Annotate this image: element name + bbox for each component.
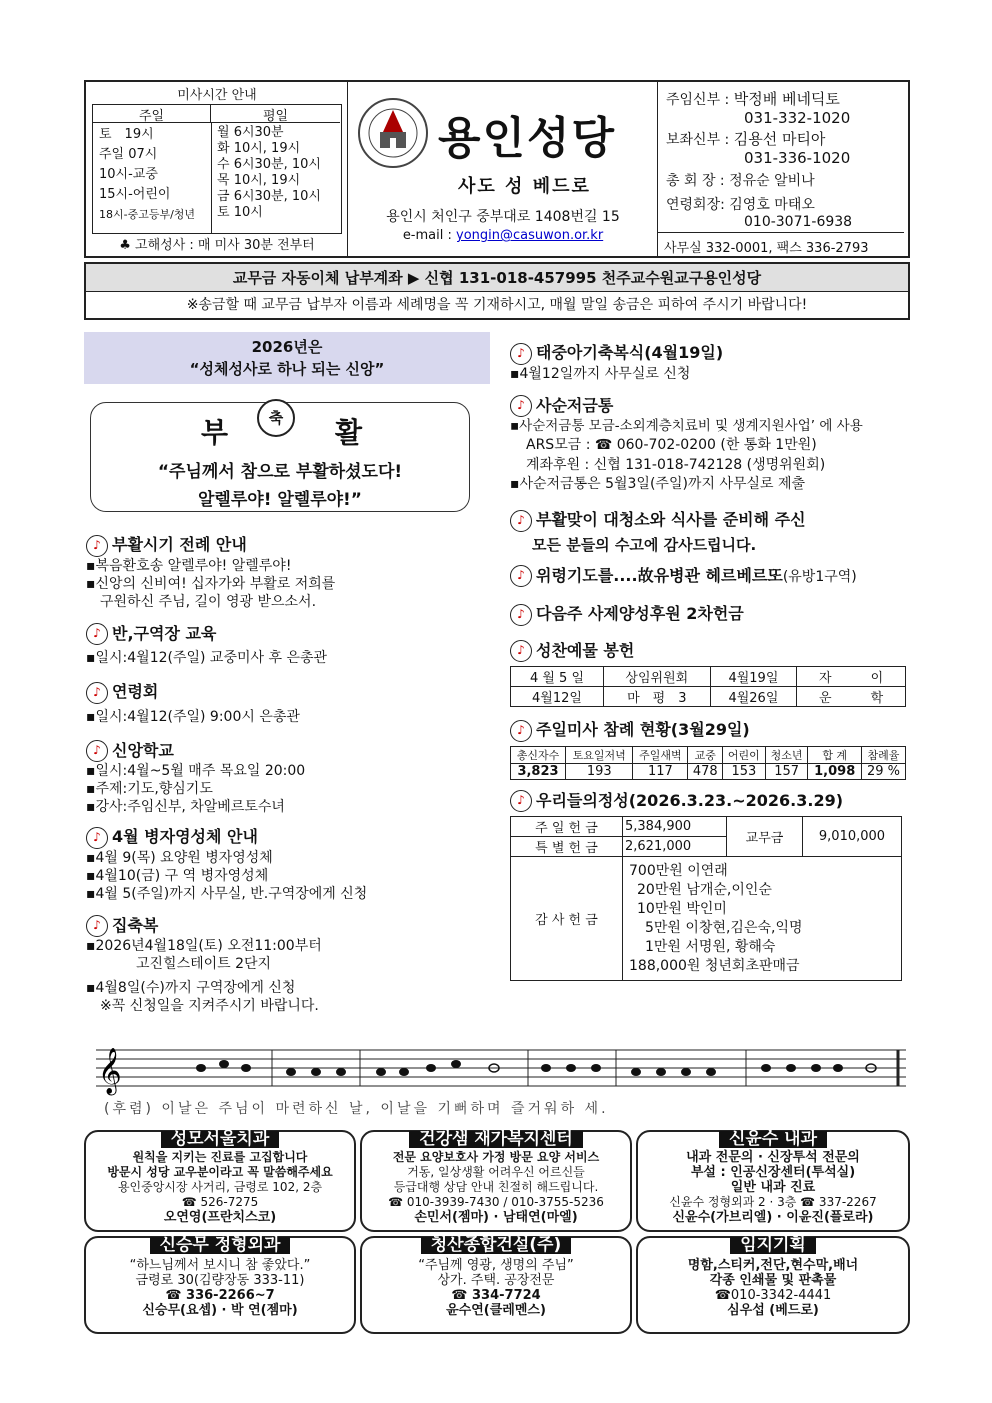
bell-icon: ♪ (86, 915, 108, 937)
section-liturgy: ♪ 부활시기 전례 안내 (86, 532, 490, 557)
section-house-blessing: ♪ 집축복 (86, 913, 490, 938)
table-row: 4월12일 마 평 3 4월26일 운 학 (511, 687, 906, 707)
bell-icon: ♪ (510, 604, 532, 626)
church-name: 용인성당 (438, 113, 617, 164)
music-staff (86, 1042, 912, 1098)
hymn-lyrics: (후렴) 이날은 주님이 마련하신 날, 이날을 기뻐하며 즐거워하 세. (104, 1101, 609, 1117)
church-logo (356, 96, 430, 170)
confession-note: ♣ 고해성사 : 매 미사 30분 전부터 (119, 238, 315, 253)
section-lent-box: ♪ 사순저금통 (510, 393, 910, 418)
attendance-table (510, 746, 906, 780)
section-memorial-prayer: ♪ 위령기도를....故유병관 헤르베르또(유방1구역) (510, 563, 910, 588)
church-info (348, 82, 658, 256)
bell-icon: ♪ (510, 640, 532, 662)
sunday-heading: 주일 (93, 105, 211, 123)
staff-associate: 보좌신부 : 김용선 마티아 031-336-1020 (666, 130, 851, 167)
bell-icon: ♪ (510, 343, 532, 365)
bell-icon: ♪ (86, 623, 108, 645)
tithe-account: 교무금 자동이체 납부계좌 ▶ 신협 131-018-457995 천주교수원교구용인성당 (86, 264, 908, 292)
offering-table (510, 666, 906, 707)
bell-icon: ♪ (510, 565, 532, 587)
staff-president: 총 회 장 : 정유순 알비나 (666, 173, 815, 189)
ad-construction: 청산종합건설(주) “주님께 영광, 생명의 주님” 상가. 주택. 공장전문 ☎ 334-7724 윤수연(클레멘스) (360, 1236, 632, 1334)
section-baby-blessing: ♪ 태중아기축복식(4월19일) (510, 340, 910, 365)
ad-internal-medicine: 신윤수 내과 내과 전문의 · 신장투석 전문의 부설 : 인공신장센터(투석실) 일반 내과 진료 신윤수 정형외과 2 · 3층 ☎ 337-2267 신윤수(가브리엘) · 이윤진(플로라) (636, 1130, 910, 1232)
section-finance: ♪ 우리들의정성(2026.3.23.~2026.3.29) (510, 788, 910, 813)
year-theme: 2026년은 “성체성사로 하나 되는 신앙” (84, 332, 490, 384)
section-offering: ♪ 성찬예물 봉헌 (510, 638, 910, 663)
email-row: e-mail : yongin@casuwon.or.kr (402, 228, 604, 243)
bell-icon: ♪ (510, 395, 532, 417)
treble-clef-icon: 𝄞 (98, 1048, 122, 1094)
weekday-heading: 평일 (211, 105, 340, 123)
bell-icon: ♪ (86, 740, 108, 762)
email-link[interactable]: yongin@casuwon.or.kr (456, 228, 604, 243)
celebrate-badge: 축 (257, 399, 295, 437)
table-row: 주 일 헌 금 5,384,900 교무금 9,010,000 (511, 817, 902, 837)
finance-table (510, 816, 902, 981)
bell-icon: ♪ (510, 510, 532, 532)
tithe-instructions: ※송금할 때 교무금 납부자 이름과 세례명을 꼭 기재하시고, 매월 말일 송금은 피하여 주시기 바랍니다! (186, 297, 808, 313)
ad-printing: 임지기획 명함,스티커,전단,현수막,배너 각종 인쇄물 및 판촉물 ☎010-3342-4441 심우섭 (베드로) (636, 1236, 910, 1334)
ad-welfare-center: 건강샘 재가복지센터 전문 요양보호사 가정 방문 요양 서비스 거동, 일상생활 어려우신 어르신들 등급대행 상담 안내 친절히 해드립니다. ☎ 010-3939-7430 / 010-3755-5236 손민서(젬마) · 남태연(마엘) (360, 1130, 632, 1232)
left-column: ♪ 부활시기 전례 안내 ▪ 복음환호송 알렐루야! 알렐루야! ▪ 신앙의 신비여! 십자가와 부활로 저희를 구원하신 주님, 길이 영광 받으소서. ♪ 반,구역장 교육 ▪ 일시:4월12(주일) 교중미사 후 은총관 ♪ 연령회 ▪ 일시:4월12(주일) 9:00시 은총관 ♪ 신앙학교 ▪ 일시:4월~5월 매주 목요일 20:00 ▪ 주제:기도,향심기도 ▪ 강사:주임신부, 차알베르토수녀 ♪ 4월 병자영성체 안내 ▪ 4월 9(목) 요양원 병자영성체 ▪ 4월10(금) 구 역 병자영성체 ▪ 4월 5(주일)까지 사무실, 반.구역장에게 신청 ♪ 집축복 ▪ 2026년4월18일(토) 오전11:00부터 고진힐스테이트 2단지 ▪ 4월8일(수)까지 구역장에게 신청 ※꼭 신청일을 지켜주시기 바랍니다. (86, 532, 490, 1015)
header (84, 80, 910, 258)
section-funeral-society: ♪ 연령회 (86, 679, 490, 704)
table-row: 감 사 헌 금 700만원 이연래 20만원 남개순,이인순 10만원 박인미 5만원 이창현,김은숙,익명 1만원 서명원, 황해숙 188,000원 청년회초판매금 (511, 857, 902, 981)
staff-pastor: 주임신부 : 박정배 베네딕토 031-332-1020 (666, 90, 851, 127)
office-contact: 사무실 332-0001, 팩스 336-2793 (658, 232, 904, 260)
tithe-notice (84, 262, 910, 320)
thanks-list: 700만원 이연래 20만원 남개순,이인순 10만원 박인미 5만원 이창현,김은숙,익명 1만원 서명원, 황해숙 188,000원 청년회초판매금 (623, 857, 902, 981)
section-thanks-cleaning: ♪ 부활맞이 대청소와 식사를 준비해 주신 (510, 507, 910, 532)
section-faith-school: ♪ 신앙학교 (86, 738, 490, 763)
ad-orthopedics: 신승무 정형외과 “하느님께서 보시니 참 좋았다.” 금령로 30(김량장동 333-11) ☎ 336-2266~7 신승무(요셉) · 박 연(젬마) (84, 1236, 356, 1334)
section-leader-training: ♪ 반,구역장 교육 (86, 621, 490, 646)
section-seminary-collection: ♪ 다음주 사제양성후원 2차헌금 (510, 601, 910, 626)
ad-dental: 성모서울치과 원칙을 지키는 진료를 고집합니다 방문시 성당 교우분이라고 꼭 말씀해주세요 용인중앙시장 사거리, 금령로 102, 2층 ☎ 526-7275 오연영(프란치스코) (84, 1130, 356, 1232)
mass-title: 미사시간 안내 (177, 88, 257, 103)
staff-funeral: 연령회장: 김영호 마태오 010-3071-6938 (666, 197, 853, 230)
mass-table (92, 104, 342, 234)
table-row: 3,823 193 117 478 153 157 1,098 29 % (511, 763, 906, 779)
patron-saint: 사도 성 베드로 (458, 176, 591, 197)
weekday-times: 월 6시30분 화 10시, 19시 수 6시30분, 10시 목 10시, 19시 금 6시30분, 10시 토 10시 (217, 125, 321, 220)
bell-icon: ♪ (510, 790, 532, 812)
table-row: 총신자수 토요일저녁 주일새벽 교중 어린이 청소년 합 계 참례율 (511, 746, 906, 763)
sunday-times: 토 19시 주일 07시 10시-교중 15시-어린이 18시-중고등부/청년 (99, 127, 196, 221)
bell-icon: ♪ (86, 535, 108, 557)
section-attendance: ♪ 주일미사 참례 현황(3월29일) (510, 717, 910, 742)
bell-icon: ♪ (86, 682, 108, 704)
table-row: 4 월 5 일 상임위원회 4월19일 자 이 (511, 667, 906, 687)
bell-icon: ♪ (510, 720, 532, 742)
mass-schedule (86, 82, 348, 256)
right-column: ♪ 태중아기축복식(4월19일) ▪ 4월12일까지 사무실로 신청 ♪ 사순저금통 ▪ 사순저금통 모금-소외계층치료비 및 생계지원사업’ 에 사용 ARS모금 : ☎ 060-702-0200 (한 통화 1만원) 계좌후원 : 신협 131-018-742128 (생명위원회) ▪ 사순저금통은 5월3일(주일)까지 사무실로 제출 ♪ 부활맞이 대청소와 식사를 준비해 주신 모든 분들의 수고에 감사드립니다. ♪ 위령기도를....故유병관 헤르베르또(유방1구역) ♪ 다음주 사제양성후원 2차헌금 ♪ 성찬예물 봉헌 4 월 5 일 상임위원회 4월19일 자 이 4월12일 마 평 3 4월26일 운 학 ♪ 주일미사 참례 현황(3월29일) 총신자수 토요일저녁 주일새벽 교중 어린이 청소년 합 계 참례율 3,823 193 117 478 153 157 1,098 29 % ♪ 우리들의정성(2026.3.23.~2026.3.29) 주 일 헌 금 5,384,900 교무금 9,010,000 특 별 헌 금 2,621,000 감 사 헌 금 700만원 이연래 20만원 남개순,이인순 10만원 박인미 5만원 이창현,김은숙,익명 1만원 서명원, 황해숙 188,000원 청년회초판매금 (510, 340, 910, 981)
staff-list (658, 82, 908, 256)
section-sick-communion: ♪ 4월 병자영성체 안내 (86, 824, 490, 849)
easter-greeting: 축 부 활 “주님께서 참으로 부활하셨도다! 알렐루야! 알렐루야!” (90, 402, 470, 512)
bell-icon: ♪ (86, 827, 108, 849)
table-row: 특 별 헌 금 2,621,000 (511, 837, 902, 857)
church-address: 용인시 처인구 중부대로 1408번길 15 (386, 209, 620, 225)
